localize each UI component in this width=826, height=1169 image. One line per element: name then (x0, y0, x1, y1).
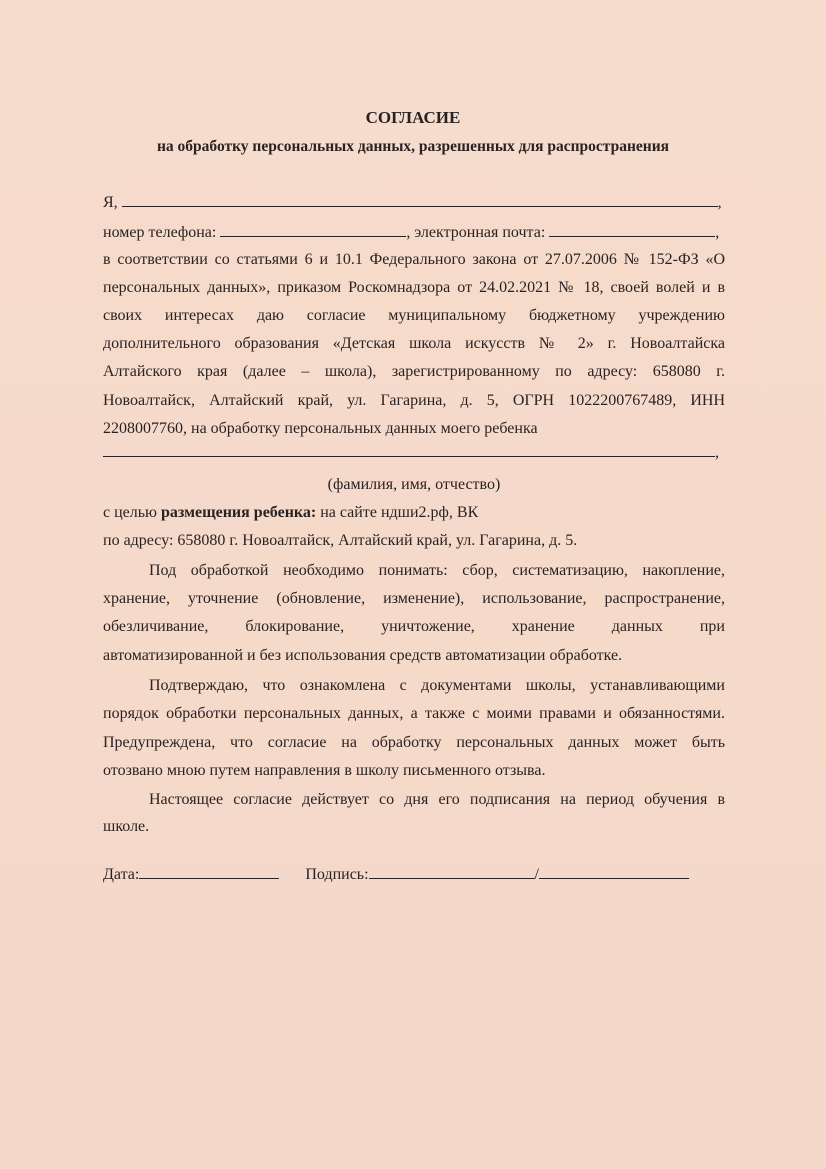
phone-label: номер телефона: (103, 224, 217, 241)
comma: , (717, 194, 722, 211)
signature-label: Подпись: (305, 866, 369, 883)
para2-line: обезличивание, блокирование, уничтожение, хранение данных при (103, 618, 725, 635)
purpose-line (103, 502, 725, 524)
para1-line: в соответствии со статьями 6 и 10.1 Федерального закона от 27.07.2006 № 152-ФЗ «О (103, 251, 725, 268)
comma: , (715, 224, 720, 241)
signature-decoding-blank[interactable] (539, 862, 689, 879)
para3-line: Подтверждаю, что ознакомлена с документами школы, устанавливающими (149, 677, 725, 694)
address-line: по адресу: 658080 г. Новоалтайск, Алтайский край, ул. Гагарина, д. 5. (103, 532, 578, 549)
phone-blank[interactable] (220, 220, 406, 237)
parent-name-blank[interactable] (122, 190, 718, 207)
para1-line: Новоалтайск, Алтайский край, ул. Гагарина, д. 5, ОГРН 1022200767489, ИНН (103, 392, 725, 409)
signature-blank[interactable] (369, 862, 535, 879)
para3-line: отозвано мною путем направления в школу письменного отзыва. (103, 762, 546, 779)
para2-line: Под обработкой необходимо понимать: сбор, систематизацию, накопление, (149, 562, 725, 579)
name-field-line (103, 190, 725, 212)
para2-line: автоматизированной и без использования средств автоматизации обработке. (103, 647, 623, 664)
para1-line: Алтайского края (далее – школа), зарегистрированному по адресу: 658080 г. (103, 363, 725, 380)
purpose-prefix: с целью (103, 504, 161, 521)
para4-line: школе. (103, 818, 150, 835)
child-name-blank[interactable] (103, 440, 715, 457)
date-label: Дата: (103, 866, 140, 883)
child-name-line (103, 440, 725, 462)
fio-caption: (фамилия, имя, отчество) (327, 476, 501, 493)
contact-field-line (103, 220, 725, 242)
date-blank[interactable] (139, 862, 279, 879)
i-label: Я, (103, 194, 118, 211)
email-blank[interactable] (549, 220, 715, 237)
para2-line: хранение, уточнение (обновление, изменение), использование, распространение, (103, 590, 725, 607)
para4-line: Настоящее согласие действует со дня его подписания на период обучения в (149, 791, 725, 808)
para1-line: своих интересах даю согласие муниципальному бюджетному учреждению (103, 307, 725, 324)
para1-line: дополнительного образования «Детская школа искусств № 2» г. Новоалтайска (103, 335, 725, 352)
para3-line: Предупреждена, что согласие на обработку персональных данных может быть (103, 734, 725, 751)
signature-line (103, 862, 733, 884)
document-subtitle: на обработку персональных данных, разрешенных для распространения (156, 138, 670, 155)
slash: / (534, 866, 539, 883)
document-title: СОГЛАСИЕ (365, 108, 461, 127)
para1-line: персональных данных», приказом Роскомнадзора от 24.02.2021 № 18, своей волей и в (103, 279, 725, 296)
para3-line: порядок обработки персональных данных, а также с моими правами и обязанностями. (103, 705, 725, 722)
comma: , (715, 444, 719, 461)
para1-line: 2208007760, на обработку персональных данных моего ребенка (103, 420, 538, 437)
email-label: , электронная почта: (406, 224, 546, 241)
purpose-suffix: на сайте ндши2.рф, ВК (316, 504, 479, 521)
purpose-bold: размещения ребенка: (161, 504, 317, 521)
